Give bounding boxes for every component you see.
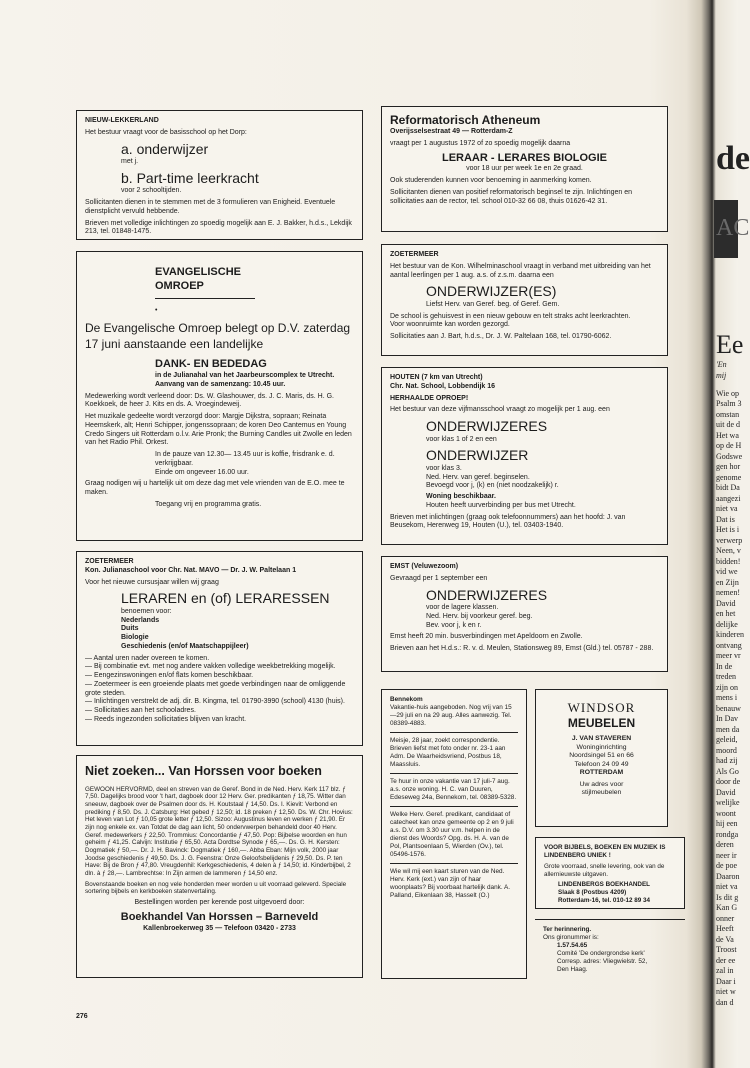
ad-emst	[381, 556, 668, 672]
ad-zoetermeer-wilhelmina	[381, 244, 668, 356]
facing-text-line: de poe	[716, 861, 738, 870]
facing-text-line: Daar i	[716, 976, 736, 986]
ad-heading: VOOR BIJBELS, BOEKEN EN MUZIEK IS LINDENBERG UNIEK !	[544, 844, 666, 859]
housing-note: Woning beschikbaar.	[426, 493, 496, 500]
facing-text-line: kinderen	[716, 630, 744, 639]
facing-text-line: geleid,	[716, 735, 738, 744]
ad-evangelische-omroep	[76, 251, 363, 541]
facing-text-line: Troost	[716, 945, 737, 954]
ad-text: Medewerking wordt verleend door: Ds. W. Glashouwer, ds. J. C. Maris, ds. H. G. Koekkoek, de heer J. Kits en ds. A. Vroegindeweij.	[85, 392, 334, 409]
facing-text-line: David	[716, 598, 736, 608]
omroep-title: EVANGELISCHE	[155, 266, 241, 278]
small-ad-title: Bennekom	[390, 696, 423, 703]
job-sub: Ned. Herv. van geref. beginselen.	[426, 473, 530, 481]
job-title: ONDERWIJZER(ES)	[426, 283, 557, 300]
facing-text-line: Kan G	[716, 903, 738, 912]
facing-text-line: uit de d	[716, 420, 740, 429]
ad-text: Comité 'De ondergrondse kerk'	[557, 950, 645, 957]
windsor-logo: WINDSOR	[567, 700, 636, 715]
job-title: LERAREN en (of) LERARESSEN	[121, 590, 330, 607]
divider	[390, 863, 518, 864]
facing-text-line: Dat is	[716, 514, 735, 524]
job-sub: Liefst Herv. van Geref. beg. of Geref. Gem.	[426, 300, 560, 308]
giro-number: 1.57.54.65	[557, 942, 588, 949]
facing-text-line: Het is i	[716, 525, 740, 534]
condition-item: — Zoetermeer is een groeiende plaats met goede verbindingen naar de omliggende grote steden.	[85, 680, 346, 697]
subject-list	[85, 617, 354, 652]
shop-line: Uw adres voor	[579, 780, 624, 788]
school-name: Reformatorisch Atheneum	[390, 113, 541, 127]
facing-text-line: door de	[716, 777, 741, 786]
facing-text-line: genome	[716, 472, 742, 482]
ad-subheading: Kon. Julianaschool voor Chr. Nat. MAVO — Dr. J. W. Paltelaan 1	[85, 566, 297, 574]
ad-subheading: HERHAALDE OPROEP!	[390, 394, 469, 402]
job-title: a. onderwijzer	[121, 140, 209, 157]
facing-text-line: deren	[716, 840, 734, 849]
ad-heading: NIEUW-LEKKERLAND	[85, 117, 159, 124]
job-details	[390, 465, 659, 491]
ad-text: Brieven met inlichtingen (graag ook telefoonnummers) aan het hoofd: J. van Beusekom, Herenweg 19, Houten (U.), tel. 03403-1940.	[390, 513, 626, 530]
divider	[390, 732, 518, 733]
small-ad: Te huur in onze vakantie van 17 juli-7 aug. a.s. onze woning. H. C. van Duuren, Edeseweg 24a, Bennekom, tel. 08389-5328.	[390, 778, 517, 801]
job-sub: voor de lagere klassen.	[426, 604, 499, 611]
facing-text-line: aangezi	[716, 493, 741, 503]
shop-line: stijlmeubelen	[581, 789, 622, 797]
ad-text: Ons gironummer is:	[543, 934, 599, 941]
facing-text-line: had zij	[716, 756, 738, 765]
page-number: 276	[76, 1013, 88, 1020]
job-sub: Bevoegd voor j, (k) en (niet noodzakelijk) r.	[426, 482, 559, 490]
facing-text-line: neer ir	[716, 850, 737, 860]
ad-heading: HOUTEN (7 km van Utrecht)	[390, 374, 483, 381]
facing-text-line: hij een	[716, 819, 738, 828]
ad-intro: Gevraagd per 1 september een	[390, 574, 488, 582]
facing-text-line: omstan	[716, 409, 740, 419]
event-title: DANK- EN BEDEDAG	[155, 358, 267, 371]
small-ad: Welke Herv. Geref. predikant, candidaat of catecheet kan onze gemeente op 2 en 9 juli a.s. D.V. om 3.30 uur v.m. helpen in de dienst des Woords? Opg. ds. H. A. van de Pol, Plantsoenlaan 5, Wierden (Ov.), tel. 05496-1576.	[390, 811, 514, 858]
ad-zoetermeer-mavo	[76, 551, 363, 746]
job-title: ONDERWIJZERES	[426, 418, 548, 434]
omroep-lead: De Evangelische Omroep belegt op D.V. zaterdag 17 juni aanstaande een landelijke	[85, 321, 351, 351]
shop-name: MEUBELEN	[567, 716, 636, 731]
facing-text-line: Het wa	[716, 430, 739, 440]
event-sub: Aanvang van de samenzang: 10.45 uur.	[155, 380, 286, 388]
ad-text: Sollicitanten dienen van positief reformatorisch beginsel te zijn. Inlichtingen en sollicitaties aan de rector, tel. school 010-32 66 08, thuis 01626-42 31.	[390, 188, 633, 205]
job-title: LERAAR - LERARES BIOLOGIE	[441, 151, 607, 164]
job-sub: voor 2 schooltijden.	[121, 187, 182, 195]
condition-item: — Aantal uren nader overeen te komen.	[85, 654, 210, 662]
condition-item: — Inlichtingen verstrekt de adj. dir. B. Kingma, tel. 01790-3990 (school) 4130 (huis).	[85, 698, 345, 706]
job-sub: voor 18 uur per week 1e en 2e graad.	[466, 165, 583, 173]
ad-text: Brieven met volledige inlichtingen zo spoedig mogelijk aan E. J. Bakker, h.d.s., Lekdijk 213, tel. 01848-1475.	[85, 219, 352, 236]
horssen-title: Niet zoeken... Van Horssen voor boeken	[85, 764, 322, 778]
facing-text-line: ontvang	[716, 640, 742, 650]
book-list: GEWOON HERVORMD, deel en streven van de Geref. Bond in de Ned. Herv. Kerk 117 blz. ƒ 7,50. Dagelijks brood voor 't hart, dagboek door 12 Herv. Ger. predikanten ƒ 18,75. Witter dan sneeuw, dagboek over de Psalmen door ds. H. Koutstaal ƒ 14,50. Ds. I. Kievit: Verbond en prediking ƒ 8,50. Ds. J. Catsburg: Het gebed ƒ 12,50; id. 18 preken ƒ 12,50. Ds. W. Chr. Hovius: Het leven van Lot ƒ 10,05 grote letter ƒ 12,50. Sizoo: Augustinus leven en werken ƒ 21,90. Er zijn nog enkele ex. van Totdat de dag aan licht, 50 ondervwerpen behandeld door 40 Herv. Geref. medewerkers ƒ 22,50. Trommius: Concordantie ƒ 47,50. Pop: Bijbelse woorden en hun geheim ƒ 41,25. Calvijn: Institutie ƒ 65,50. Acta Dordtse Synode ƒ 65,—. Ds. G. H. Kersten: Dogmatiek ƒ 50,—. Dr. J. H. Bavinck: Dogmatiek ƒ 160,—. Abba Eban: Mijn volk, 2000 jaar Joodse geschiedenis ƒ 49,50. Ds. J. G. Feenstra: Onze Geloofsbelijdenis ƒ 29,50. Ds. P. ten Have: Bij de Bron ƒ 47,80. Vreugdenhil: Kerkgeschiedenis, 4 delen à ƒ 14,50; id. Kinderbijbel, 2 dln. à ƒ 28,—. Lambrechtse: In Zijn armen de lammeren ƒ 14,50 enz.	[85, 785, 353, 878]
ad-text: Ook studerenden kunnen voor benoeming in aanmerking komen.	[390, 177, 592, 184]
shop-name: Boekhandel Van Horssen – Barneveld	[120, 910, 319, 923]
facing-page-edge	[714, 0, 750, 1068]
ad-text: Bestellingen worden per kerende post uitgevoerd door:	[134, 899, 305, 907]
subject-item: Biologie	[121, 634, 149, 641]
shop-owner: J. VAN STAVEREN	[571, 735, 632, 743]
job-title: b. Part-time leerkracht	[121, 169, 259, 186]
facing-text-line: en Zijn	[716, 577, 739, 587]
facing-text-line: In Dav	[716, 714, 738, 723]
facing-text-line: mens i	[716, 693, 738, 702]
facing-text-line: niet va	[716, 504, 738, 513]
facing-text-line: rondga	[716, 829, 739, 839]
facing-text-line: woont	[716, 808, 736, 818]
facing-text-line: zal in	[716, 966, 734, 975]
ad-van-horssen	[76, 755, 363, 978]
ad-text: Houten heeft uurverbinding per bus met Utrecht.	[426, 501, 576, 509]
facing-text-line: mij	[716, 370, 727, 380]
job-details	[390, 604, 659, 630]
ad-heading: ZOETERMEER	[85, 558, 134, 565]
subject-item: Duits	[121, 625, 139, 633]
ad-text: Graag nodigen wij u hartelijk uit om deze dag met vele vrienden van de E.O. mee te maken.	[85, 480, 345, 497]
shop-address: Kallenbroekerweg 35 — Telefoon 03420 - 2733	[143, 924, 296, 932]
shop-line: Telefoon 24 09 49	[574, 760, 629, 768]
facing-text-line: bidden!	[716, 556, 741, 566]
ad-houten	[381, 367, 668, 545]
job-sub: voor klas 3.	[426, 464, 462, 472]
facing-text-line: benauw	[716, 703, 741, 713]
facing-text-line: treden	[716, 672, 736, 681]
condition-item: — Reeds ingezonden sollicitaties blijven van kracht.	[85, 715, 247, 723]
ad-text: Emst heeft 20 min. busverbindingen met Apeldoorn en Zwolle.	[390, 633, 583, 641]
omroep-title: OMROEP	[155, 279, 204, 292]
ad-nieuw-lekkerland	[76, 110, 363, 240]
ad-text: Den Haag.	[557, 966, 588, 973]
ad-subheading: Chr. Nat. School, Lobbendijk 16	[390, 382, 496, 390]
condition-item: — Bij combinatie evt. met nog andere vakken volledige weekbetrekking mogelijk.	[85, 663, 336, 671]
facing-text-line: 'En	[716, 360, 727, 369]
shop-line: Woninginrichting	[576, 743, 627, 751]
small-ad: Vakantie-huis aangeboden. Nog vrij van 15—29 juli en na 29 aug. Alles aanwezig. Tel. 08389-4883.	[390, 704, 512, 727]
facing-text-line: delijke	[716, 619, 738, 629]
facing-text-line: In de	[716, 661, 733, 671]
job-sub: Bev. voor j, k en r.	[426, 621, 482, 629]
ad-text: De school is gehuisvest in een nieuw gebouw en telt straks acht leerkrachten.	[390, 312, 631, 320]
ad-atheneum	[381, 106, 668, 232]
ad-text: Sollicitaties aan J. Bart, h.d.s., Dr. J. W. Paltelaan 168, tel. 01790-6062.	[390, 333, 612, 340]
job-sub: met j.	[121, 158, 139, 165]
shop-city: ROTTERDAM	[579, 769, 624, 777]
ad-text: Het muzikale gedeelte wordt verzorgd door: Margje Dijkstra, sopraan; Reinata Heemskerk, alt; Henri Schipper, jongenssopraan; de koren Deo Cantemus en Young Credo Singers uit Rotterdam o.l.v. Arie Pronk; the Burning Candles uit Zwolle en leden van het Radio Phil. Orkest.	[85, 413, 352, 447]
facing-text-line: vid we	[716, 567, 738, 576]
shop-name: LINDENBERGS BOEKHANDEL	[558, 881, 651, 889]
school-address: Overijsselsestraat 49 — Rotterdam-Z	[390, 128, 513, 135]
ad-text: Toegang vrij en programma gratis.	[155, 500, 262, 508]
ad-intro: Het bestuur van de Kon. Wilhelminaschool vraagt in verband met uitbreiding van het aantal leerlingen per 1 aug. a.s. of z.s.m. daarna een	[390, 262, 651, 279]
ad-heading: EMST (Veluwezoom)	[390, 563, 459, 570]
condition-item: — Sollicitaties aan het schooladres.	[85, 707, 196, 714]
facing-text-line: gen hor	[716, 462, 741, 471]
subject-item: Geschiedenis (en/of Maatschappijleer)	[121, 642, 249, 650]
condition-item: — Eengezinswoningen en/of flats komen beschikbaar.	[85, 672, 254, 679]
ad-intro: Het bestuur van deze vijfmansschool vraagt zo mogelijk per 1 aug. een	[390, 406, 610, 414]
job-sub: voor klas 1 of 2 en een	[426, 435, 497, 443]
small-ads-column	[381, 689, 527, 979]
ad-text: In de pauze van 12.30— 13.45 uur is koffie, frisdrank e. d. verkrijgbaar.	[155, 451, 335, 467]
ad-intro: Het bestuur vraagt voor de basisschool op het Dorp:	[85, 128, 247, 136]
facing-text-line: men da	[716, 724, 740, 734]
divider	[155, 298, 255, 299]
facing-text-line: bidt Da	[716, 483, 740, 492]
job-sub: benoemen voor:	[121, 607, 172, 615]
ad-lindenberg	[535, 837, 685, 909]
ad-text: Voor woonruimte kan worden gezorgd.	[390, 321, 510, 329]
small-ad: Meisje, 28 jaar, zoekt correspondentie. Brieven liefst met foto onder nr. 23-1 aan Adm. De Waarheidsvriend, Postbus 18, Maassluis.	[390, 737, 506, 768]
small-ad: Wie wil mij een kaart sturen van de Ned. Herv. Kerk (ext.) van zijn of haar woonplaats? Bij voorbaat hartelijk dank. A. Palland, Eikenlaan 38, Hasselt (O.)	[390, 868, 511, 899]
facing-text-line: niet va	[716, 882, 738, 891]
divider	[390, 773, 518, 774]
ad-heading: ZOETERMEER	[390, 251, 439, 258]
facing-text-line: nemen!	[716, 588, 740, 597]
divider	[390, 806, 518, 807]
event-sub: in de Julianahal van het Jaarbeurscomplex te Utrecht.	[155, 372, 335, 380]
job-title: ONDERWIJZER	[426, 447, 529, 464]
ad-intro: vraagt per 1 augustus 1972 of zo spoedig mogelijk daarna	[390, 139, 571, 147]
facing-heading: de	[716, 140, 750, 177]
ad-text: Corresp. adres: Vliegwielstr. 52,	[557, 958, 648, 965]
facing-text-line: verwerp	[716, 535, 743, 545]
facing-text-line: David	[716, 787, 736, 797]
facing-text-line: niet w	[716, 987, 736, 996]
facing-text-line: Godswe	[716, 451, 743, 461]
facing-text-line: Neen, v	[716, 546, 741, 555]
shop-line: Rotterdam-16, tel. 010-12 89 34	[558, 897, 651, 905]
ad-intro: Voor het nieuwe cursusjaar willen wij graag	[85, 578, 219, 586]
facing-banner-text: AC	[716, 215, 750, 241]
facing-text-line: op de H	[716, 441, 742, 450]
facing-text-line: Daaron	[716, 871, 740, 881]
ad-text: Grote voorraad, snelle levering, ook van de allernieuwste uitgaven.	[544, 862, 665, 878]
facing-text-line: meer vr	[716, 651, 741, 660]
condition-list	[85, 655, 354, 725]
subject-item: Nederlands	[121, 616, 160, 624]
job-sub: Ned. Herv. bij voorkeur geref. beg.	[426, 612, 533, 620]
facing-title: Ee	[716, 330, 744, 359]
bullet: •	[155, 306, 158, 314]
facing-text-line: Wie op	[716, 388, 740, 398]
ad-windsor	[535, 689, 668, 827]
facing-text-line: zijn on	[716, 682, 738, 692]
facing-text-line: onner	[716, 913, 735, 923]
ad-herinnering	[535, 919, 685, 981]
ad-heading: Ter herinnering.	[543, 926, 592, 933]
facing-text-line: der ee	[716, 955, 736, 965]
facing-text-line: dan d	[716, 997, 734, 1007]
facing-text-line: Als Go	[716, 766, 739, 776]
job-title: ONDERWIJZERES	[426, 586, 548, 603]
facing-text-line: Is dit g	[716, 892, 739, 902]
facing-text-line: de Va	[716, 934, 734, 944]
facing-text-line: Heeft	[716, 924, 734, 933]
shop-line: Noordsingel 51 en 66	[569, 752, 634, 760]
ad-text: Bovenstaande boeken en nog vele honderden meer worden u uit voorraad geleverd. Speciale sortering bijbels en kerkboeken statenvertaling.	[85, 880, 347, 896]
facing-text-line: en het	[716, 609, 736, 618]
ad-text: Brieven aan het H.d.s.: R. v. d. Meulen, Stationsweg 89, Emst (Gld.) tel. 05787 - 288.	[390, 645, 654, 652]
ad-text: Einde om ongeveer 16.00 uur.	[155, 468, 249, 476]
ad-text: Sollicitanten dienen in te stemmen met de 3 formulieren van Enigheid. Eventuele dienstplicht vervuld hebbende.	[85, 199, 336, 215]
facing-text-line: moord	[716, 745, 737, 755]
facing-text-line: Psalm 3	[716, 399, 742, 408]
facing-text-line: welijke	[716, 798, 740, 807]
shop-line: Slaak 8 (Postbus 4209)	[558, 889, 627, 897]
